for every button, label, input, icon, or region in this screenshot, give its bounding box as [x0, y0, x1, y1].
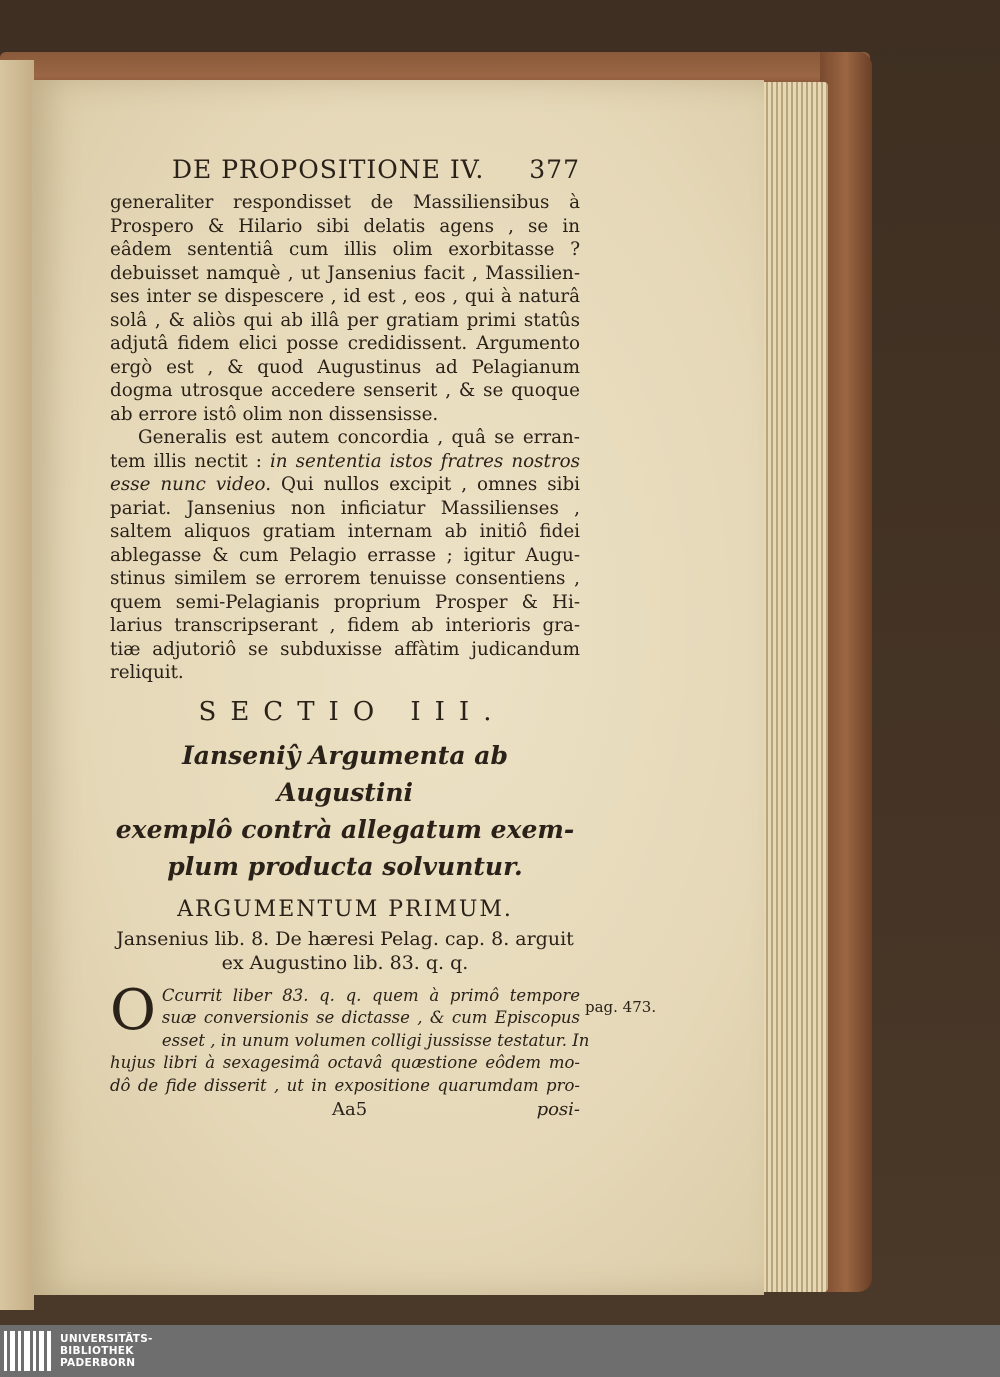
section-heading: SECTIO III. — [198, 696, 506, 727]
text-line — [110, 450, 580, 474]
paragraph-1 — [110, 191, 580, 426]
text-line: quem semi-Pelagianis proprium Prosper & Hi- — [110, 591, 580, 613]
text-line: stinus similem se errorem tenuisse consentiens , — [110, 568, 580, 589]
section-title-line: plum producta solvuntur. — [167, 851, 523, 881]
book-left-page-edge — [0, 60, 34, 1310]
text-line: ab errore istô olim non dissensisse. — [110, 403, 439, 425]
footer-bar — [0, 1325, 1000, 1377]
page-text-block — [110, 155, 590, 1120]
argument-subheading-line: Jansenius lib. 8. De hæresi Pelag. cap. 8. arguit — [116, 927, 574, 950]
section-title-line: Ianseniŷ Argumenta ab Augustini — [182, 740, 508, 807]
text-line: saltem aliquos gratiam internam ab initiô fidei — [110, 521, 580, 542]
text-run: Qui nullos excipit , omnes sibi — [271, 474, 581, 495]
text-line: Ccurrit liber 83. q. q. quem à primô tempore — [161, 985, 580, 1005]
text-line: solâ , & aliòs qui ab illâ per gratiam primi statûs — [110, 309, 580, 331]
paragraph-2 — [110, 426, 580, 685]
text-line — [110, 473, 580, 497]
text-line: suæ conversionis se dictasse , & cum Episcopus — [161, 1008, 580, 1027]
text-line: reliquit. — [110, 662, 184, 683]
quotation-italic: esse nunc video. — [110, 474, 272, 495]
quotation-italic: in sententia istos fratres nostros — [269, 450, 580, 472]
text-line: tiæ adjutoriô se subduxisse affàtim judicandum — [110, 638, 580, 660]
text-line: debuisset namquè , ut Jansenius facit , Massilien- — [110, 262, 580, 284]
library-logo-text — [60, 1333, 153, 1369]
argument-heading: ARGUMENTUM PRIMUM. — [177, 896, 513, 922]
catchword: posi- — [536, 1099, 580, 1120]
text-line: Prospero & Hilario sibi delatis agens , se in — [110, 215, 580, 237]
text-line: hujus libri à sexagesimâ octavâ quæstione eôdem mo- — [110, 1053, 580, 1072]
page-edges — [758, 82, 828, 1292]
text-line: esset , in unum volumen colligi jussisse testatur. In — [161, 1030, 590, 1050]
text-line: ablegasse & cum Pelagio errasse ; igitur Augu- — [110, 544, 580, 566]
text-line: ses inter se dispescere , id est , eos , qui à naturâ — [110, 286, 580, 307]
section-title — [110, 737, 580, 885]
logo-line: BIBLIOTHEK — [60, 1345, 134, 1357]
text-line: eâdem sententiâ cum illis olim exorbitasse ? — [110, 239, 580, 260]
text-line: adjutâ fidem elici posse credidissent. Argumento — [110, 333, 580, 354]
drop-cap: O — [110, 977, 156, 1043]
text-line: larius transcripserant , fidem ab interioris gra- — [110, 615, 580, 636]
text-line: dô de fide disserit , ut in expositione quarumdam pro- — [110, 1075, 580, 1095]
running-head — [110, 155, 580, 191]
marginal-note: pag. 473. — [585, 998, 657, 1016]
signature-mark: Aa5 — [332, 1099, 368, 1120]
signature-line — [110, 1099, 580, 1120]
text-line: pariat. Jansenius non inficiatur Massilienses , — [110, 497, 580, 519]
text-line: generaliter respondisset de Massiliensibus à — [110, 192, 580, 213]
text-line: dogma utrosque accedere senserit , & se quoque — [110, 380, 580, 401]
library-logo-icon — [4, 1331, 52, 1371]
running-head-title: DE PROPOSITIONE IV. — [172, 155, 485, 184]
page-number: 377 — [529, 155, 580, 184]
text-line: Generalis est autem concordia , quâ se erran- — [138, 427, 580, 448]
argument-body — [110, 977, 590, 1121]
text-run: tem illis nectit : — [110, 450, 270, 472]
argument-subheading — [110, 927, 580, 975]
logo-line: UNIVERSITÄTS- — [60, 1333, 153, 1345]
text-line: ergò est , & quod Augustinus ad Pelagianum — [110, 356, 580, 378]
argument-subheading-line: ex Augustino lib. 83. q. q. — [221, 951, 469, 974]
section-title-line: exemplô contrà allegatum exem- — [115, 814, 575, 844]
logo-line: PADERBORN — [60, 1357, 136, 1369]
